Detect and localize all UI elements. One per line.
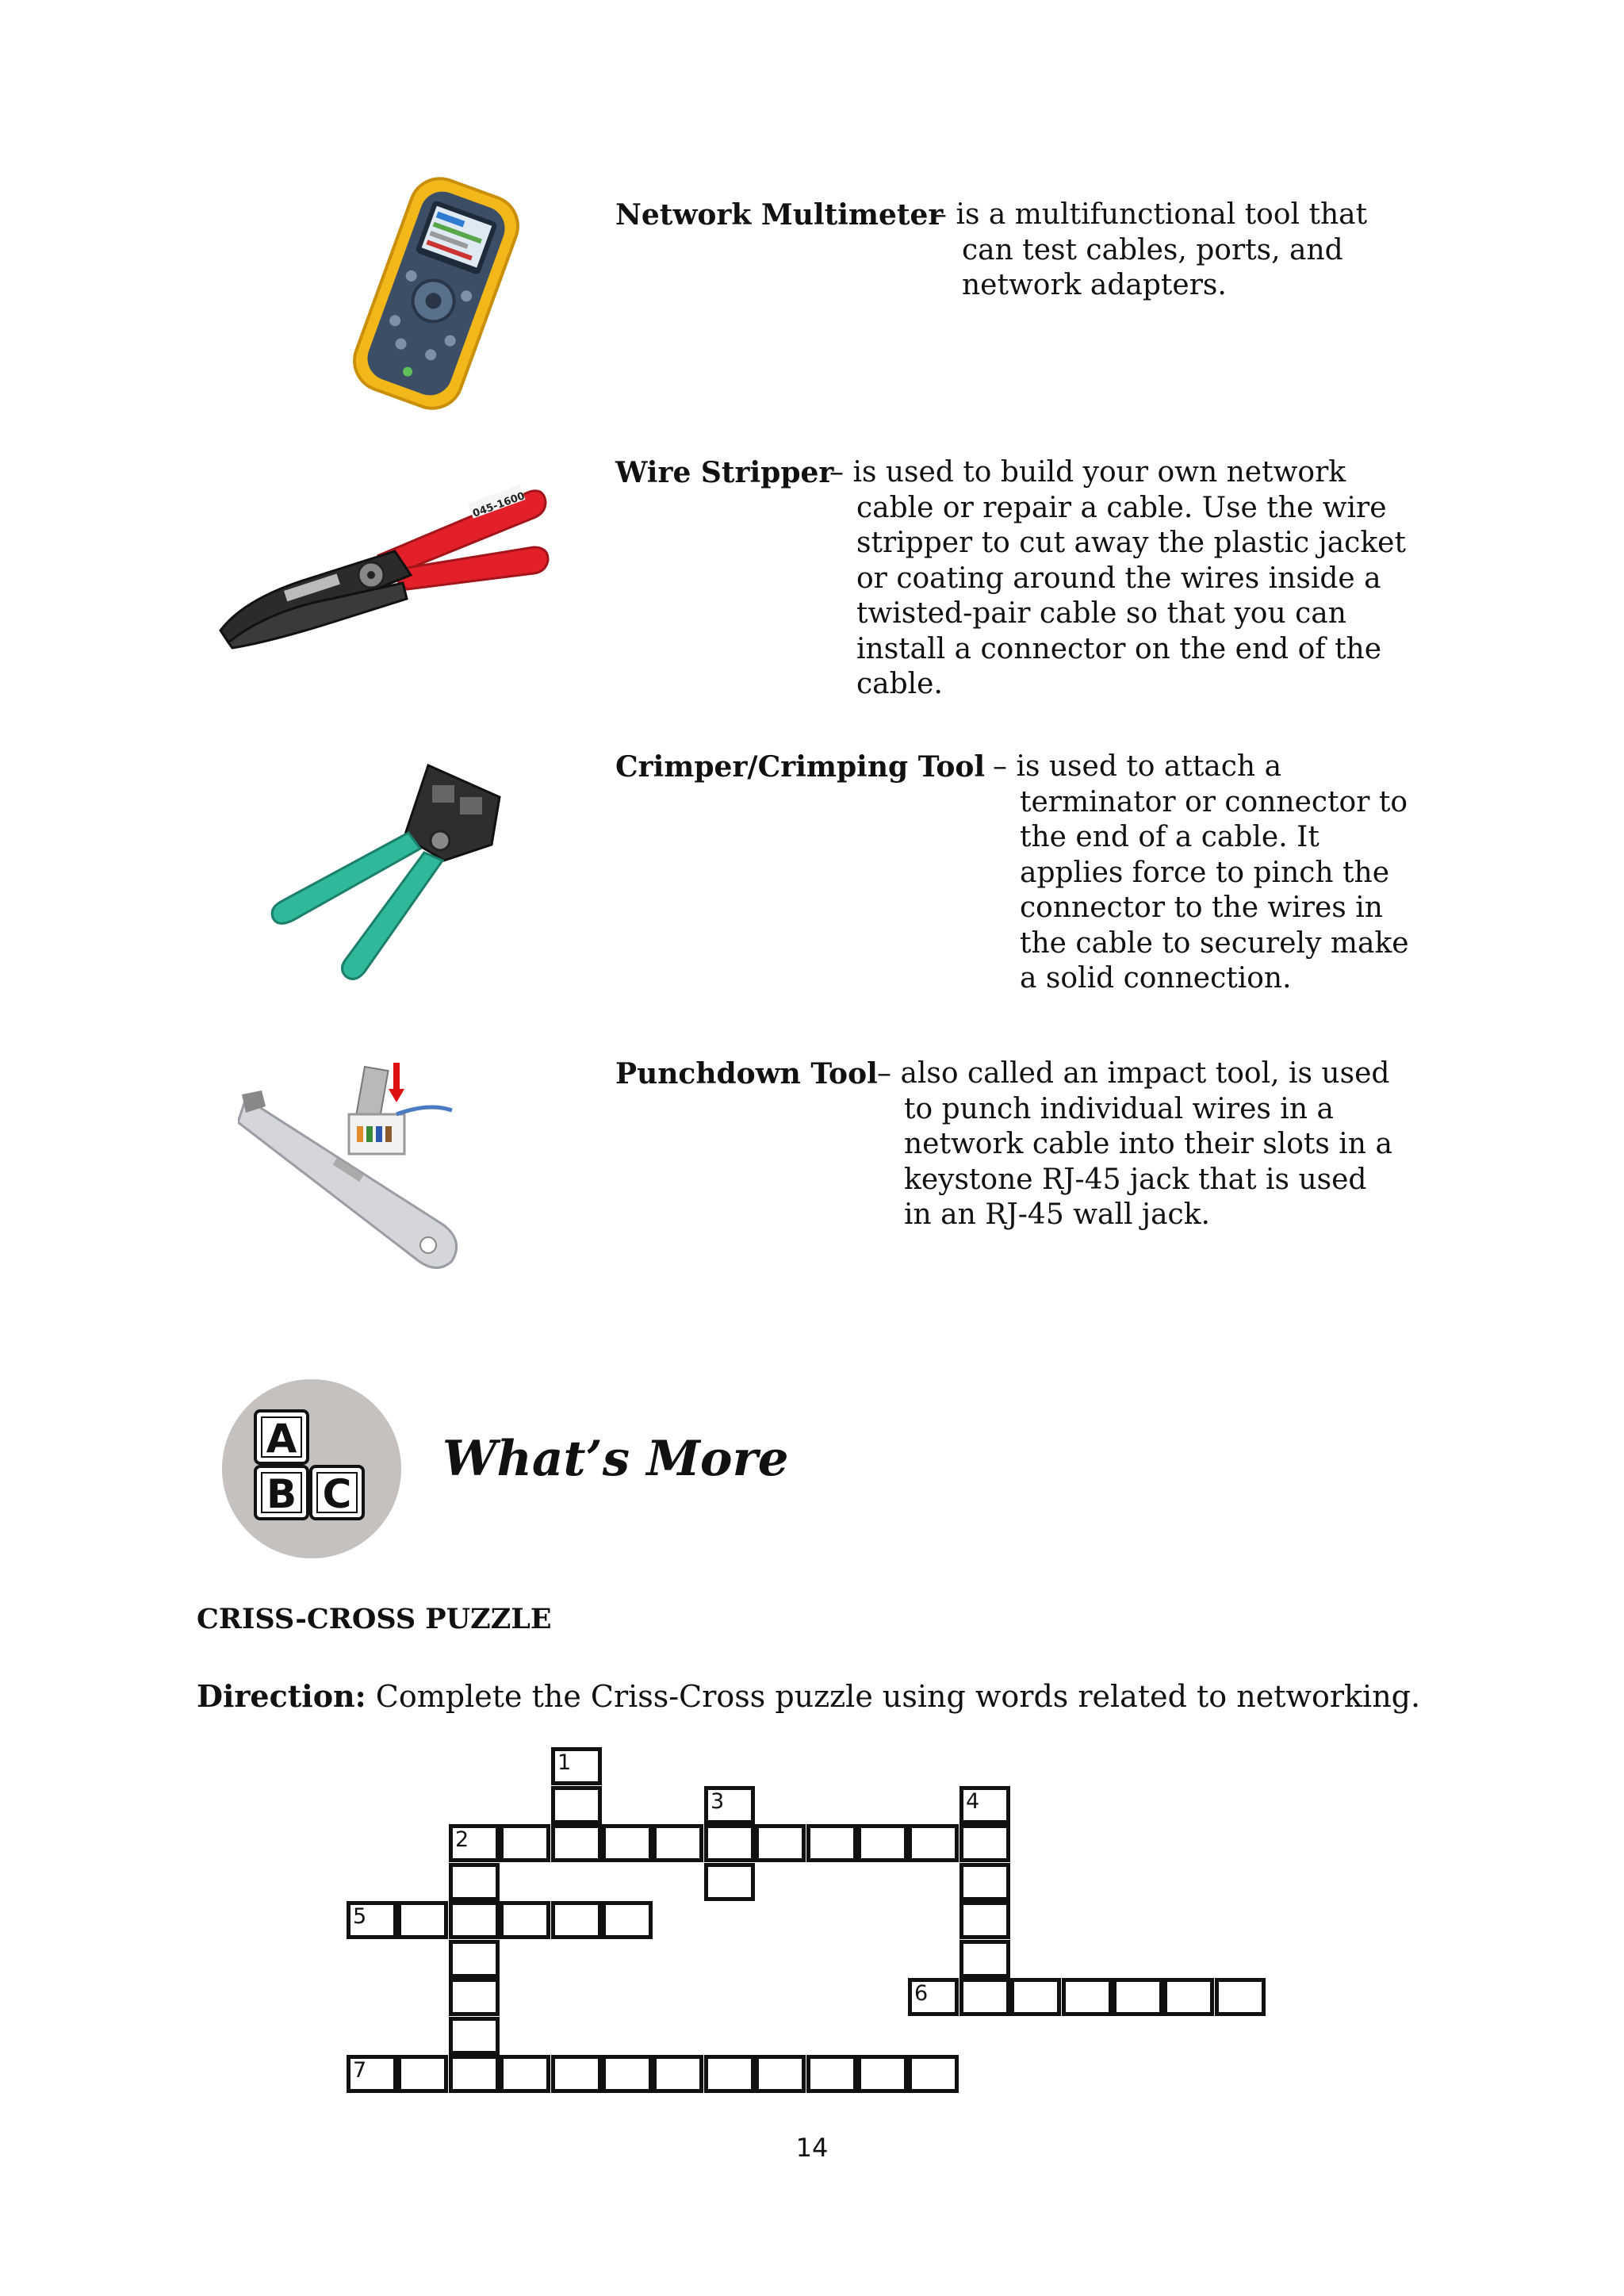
criss-cross-grid: [347, 1747, 1282, 2104]
puzzle-cell[interactable]: [500, 1901, 550, 1939]
tool-term: Punchdown Tool: [615, 1057, 878, 1091]
puzzle-cell[interactable]: [653, 1824, 703, 1862]
page-number: 14: [795, 2133, 829, 2163]
puzzle-cell[interactable]: [551, 1824, 602, 1862]
puzzle-cell[interactable]: [397, 2055, 448, 2093]
puzzle-cell[interactable]: [449, 1978, 500, 2016]
puzzle-cell[interactable]: [602, 1901, 653, 1939]
crimping-tool-photo: [262, 749, 515, 987]
puzzle-cell[interactable]: [449, 2017, 500, 2055]
puzzle-cell[interactable]: [602, 2055, 653, 2093]
puzzle-cell[interactable]: [806, 1824, 857, 1862]
block-letter-c: C: [322, 1471, 352, 1517]
desc-line: to punch individual wires in a: [904, 1092, 1334, 1125]
desc-line: connector to the wires in: [1020, 891, 1383, 924]
puzzle-cell[interactable]: [959, 1978, 1010, 2016]
puzzle-cell[interactable]: [551, 1786, 602, 1824]
desc-line: the cable to securely make: [1020, 926, 1409, 960]
desc-line: terminator or connector to: [1020, 785, 1408, 818]
puzzle-cell[interactable]: [1215, 1978, 1266, 2016]
desc-line: in an RJ-45 wall jack.: [904, 1198, 1210, 1231]
clue-number: 6: [914, 1981, 929, 2006]
clue-number: 3: [710, 1789, 725, 1814]
direction-label: Direction:: [197, 1678, 366, 1714]
clue-number: 2: [455, 1827, 469, 1852]
desc-line: network adapters.: [962, 269, 1227, 301]
puzzle-cell[interactable]: [397, 1901, 448, 1939]
puzzle-cell[interactable]: [551, 1901, 602, 1939]
puzzle-cell[interactable]: [449, 2055, 500, 2093]
wire-stripper-photo: [213, 472, 553, 658]
desc-line: a solid connection.: [1020, 962, 1292, 995]
tool-term: Network Multimeter: [615, 198, 944, 232]
puzzle-cell[interactable]: [1010, 1978, 1061, 2016]
clue-number: 4: [966, 1789, 980, 1814]
punchdown-tool-photo: [238, 1059, 476, 1281]
puzzle-cell[interactable]: [704, 1863, 755, 1901]
puzzle-cell[interactable]: [908, 2055, 959, 2093]
desc-line: or coating around the wires inside a: [856, 562, 1381, 595]
puzzle-cell[interactable]: [857, 1824, 908, 1862]
direction-text: Complete the Criss-Cross puzzle using words related to networking.: [366, 1679, 1421, 1714]
clue-number: 7: [353, 2058, 367, 2083]
puzzle-cell[interactable]: [551, 2055, 602, 2093]
clue-number: 1: [557, 1750, 572, 1775]
puzzle-cell[interactable]: [500, 1824, 550, 1862]
puzzle-cell[interactable]: [449, 1863, 500, 1901]
puzzle-cell[interactable]: [908, 1824, 959, 1862]
puzzle-cell[interactable]: [959, 1901, 1010, 1939]
puzzle-heading: CRISS-CROSS PUZZLE: [197, 1603, 552, 1635]
stripper-label: 045-1600: [471, 490, 527, 520]
desc-line: – is a multifunctional tool that: [933, 198, 1368, 231]
puzzle-cell[interactable]: [1163, 1978, 1214, 2016]
desc-line: network cable into their slots in a: [904, 1128, 1392, 1160]
puzzle-cell[interactable]: [500, 2055, 550, 2093]
desc-line: – is used to attach a: [993, 750, 1282, 783]
section-title: What’s More: [442, 1431, 789, 1487]
desc-line: – also called an impact tool, is used: [877, 1057, 1390, 1090]
puzzle-cell[interactable]: [704, 1824, 755, 1862]
clue-number: 5: [353, 1904, 367, 1929]
tool-term: Wire Stripper: [615, 456, 834, 489]
desc-line: keystone RJ-45 jack that is used: [904, 1163, 1367, 1196]
puzzle-cell[interactable]: [704, 2055, 755, 2093]
network-multimeter-photo: [337, 174, 535, 412]
puzzle-cell[interactable]: [755, 1824, 806, 1862]
tool-term: Crimper/Crimping Tool: [615, 750, 986, 784]
desc-line: cable or repair a cable. Use the wire: [856, 491, 1387, 524]
desc-line: cable.: [856, 668, 943, 700]
desc-line: can test cables, ports, and: [962, 233, 1343, 266]
puzzle-cell[interactable]: [755, 2055, 806, 2093]
puzzle-direction: [197, 1678, 1420, 1714]
puzzle-cell[interactable]: [959, 1863, 1010, 1901]
block-letter-b: B: [266, 1471, 297, 1517]
puzzle-cell[interactable]: [806, 2055, 857, 2093]
puzzle-cell[interactable]: [857, 2055, 908, 2093]
puzzle-cell[interactable]: [449, 1940, 500, 1978]
desc-line: applies force to pinch the: [1020, 856, 1389, 889]
desc-line: install a connector on the end of the: [856, 632, 1382, 665]
desc-line: the end of a cable. It: [1020, 821, 1320, 853]
puzzle-cell[interactable]: [1062, 1978, 1113, 2016]
desc-line: – is used to build your own network: [829, 456, 1346, 489]
puzzle-cell[interactable]: [449, 1901, 500, 1939]
desc-line: stripper to cut away the plastic jacket: [856, 527, 1406, 559]
puzzle-cell[interactable]: [602, 1824, 653, 1862]
puzzle-cell[interactable]: [959, 1824, 1010, 1862]
puzzle-cell[interactable]: [653, 2055, 703, 2093]
desc-line: twisted-pair cable so that you can: [856, 597, 1346, 630]
puzzle-cell[interactable]: [1113, 1978, 1163, 2016]
abc-blocks-icon: [220, 1378, 403, 1560]
block-letter-a: A: [266, 1416, 297, 1462]
puzzle-cell[interactable]: [959, 1940, 1010, 1978]
